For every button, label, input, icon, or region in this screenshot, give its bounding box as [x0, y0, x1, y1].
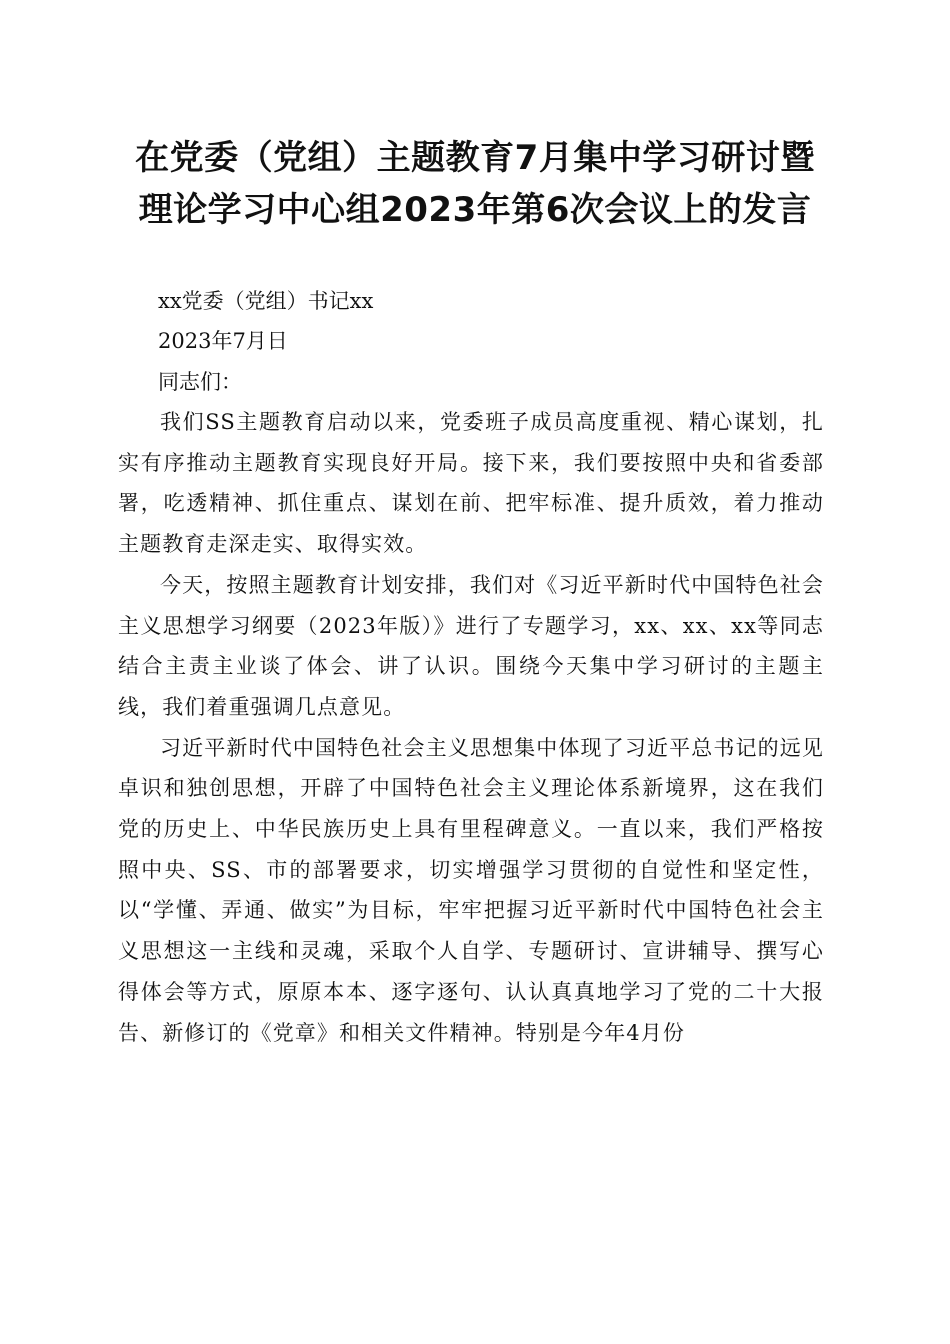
- paragraph-1: 我们SS主题教育启动以来，党委班子成员高度重视、精心谋划，扎实有序推动主题教育实现良好开局。接下来，我们要按照中央和省委部署，吃透精神、抓住重点、谋划在前、把牢标准、提升质效，着力推动主题教育走深走实、取得实效。: [118, 410, 824, 557]
- document-body: [118, 402, 824, 1053]
- title-line-1: 在党委（党组）主题教育7月集中学习研讨暨: [135, 138, 815, 178]
- paragraph-2: 今天，按照主题教育计划安排，我们对《习近平新时代中国特色社会主义思想学习纲要（2023年版）》进行了专题学习，xx、xx、xx等同志结合主责主业谈了体会、讲了认识。围绕今天集中学习研讨的主题主线，我们着重强调几点意见。: [118, 572, 824, 719]
- speaker-line: xx党委（党组）书记xx: [158, 289, 374, 313]
- date-line: 2023年7月日: [158, 329, 288, 353]
- salutation: 同志们：: [158, 370, 242, 394]
- title-line-2: 理论学习中心组2023年第6次会议上的发言: [138, 190, 812, 230]
- document-title: [100, 132, 850, 236]
- paragraph-3: 习近平新时代中国特色社会主义思想集中体现了习近平总书记的远见卓识和独创思想，开辟了中国特色社会主义理论体系新境界，这在我们党的历史上、中华民族历史上具有里程碑意义。一直以来，我们严格按照中央、SS、市的部署要求，切实增强学习贯彻的自觉性和坚定性，以“学懂、弄通、做实”为目标，牢牢把握习近平新时代中国特色社会主义思想这一主线和灵魂，采取个人自学、专题研讨、宣讲辅导、撰写心得体会等方式，原原本本、逐字逐句、认认真真地学习了党的二十大报告、新修订的《党章》和相关文件精神。特别是今年4月份: [118, 735, 824, 1045]
